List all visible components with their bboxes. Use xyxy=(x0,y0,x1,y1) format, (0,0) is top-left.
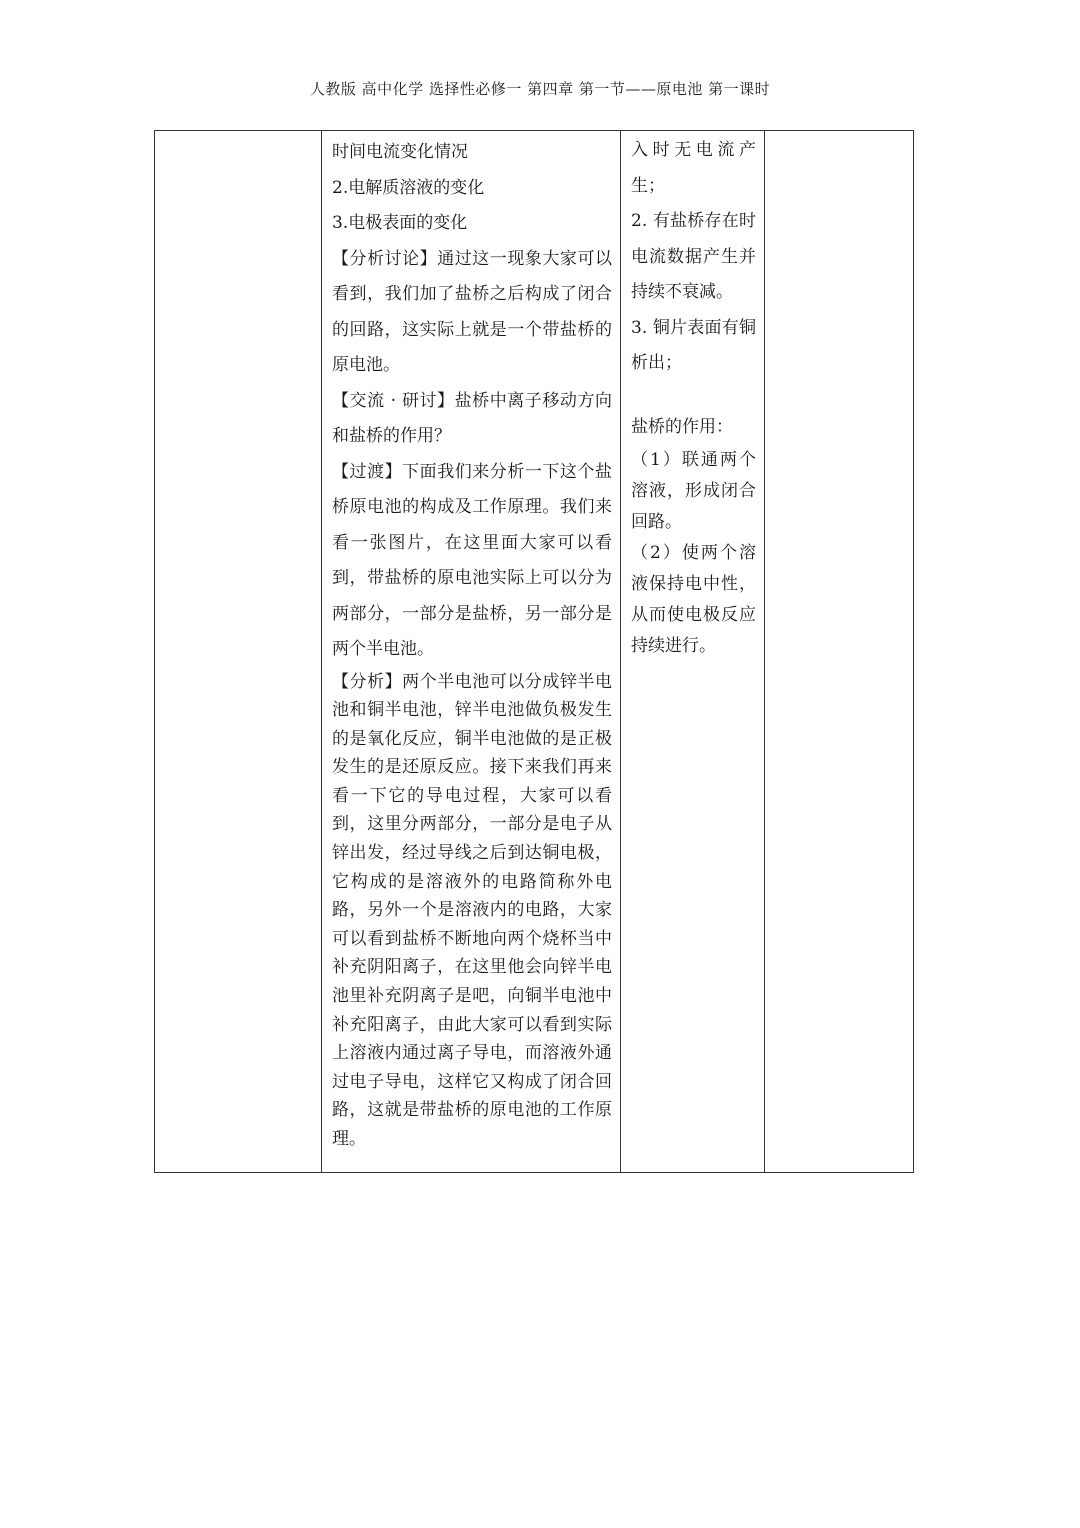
response-line: 2. 有盐桥存在时电流数据产生并持续不衰减。 xyxy=(631,211,756,302)
lesson-table xyxy=(154,130,914,1173)
role-item: （1）联通两个溶液，形成闭合回路。 xyxy=(631,450,756,532)
exchange-discussion-paragraph: 【交流 · 研讨】盐桥中离子移动方向和盐桥的作用？ xyxy=(332,390,612,446)
page-header: 人教版 高中化学 选择性必修一 第四章 第一节——原电池 第一课时 xyxy=(309,80,771,98)
stage-cell xyxy=(155,131,322,1173)
teacher-activity-cell xyxy=(322,131,621,1173)
activity-line: 3.电极表面的变化 xyxy=(332,213,468,233)
analysis-discussion-paragraph: 【分析讨论】通过这一现象大家可以看到，我们加了盐桥之后构成了闭合的回路，这实际上就是一个带盐桥的原电池。 xyxy=(332,248,612,375)
design-intent-cell xyxy=(765,131,914,1173)
transition-paragraph: 【过渡】下面我们来分析一下这个盐桥原电池的构成及工作原理。我们来看一张图片，在这里面大家可以看到，带盐桥的原电池实际上可以分为两部分，一部分是盐桥，另一部分是两个半电池。 xyxy=(332,461,612,659)
activity-line: 2.电解质溶液的变化 xyxy=(332,177,485,198)
table-row xyxy=(155,131,914,1173)
salt-bridge-role-title: 盐桥的作用： xyxy=(631,416,733,437)
activity-line: 时间电流变化情况 xyxy=(332,142,468,162)
role-item: （2）使两个溶液保持电中性，从而使电极反应持续进行。 xyxy=(631,543,756,656)
student-response-cell xyxy=(621,131,765,1173)
spacer xyxy=(631,382,756,410)
analysis-paragraph: 【分析】两个半电池可以分成锌半电池和铜半电池，锌半电池做负极发生的是氧化反应，铜半电池做的是正极发生的是还原反应。接下来我们再来看一下它的导电过程，大家可以看到，这里分两部分，一部分是电子从锌出发，经过导线之后到达铜电极，它构成的是溶液外的电路简称外电路，另外一个是溶液内的电路，大家可以看到盐桥不断地向两个烧杯当中补充阴阳离子，在这里他会向锌半电池里补充阴离子是吧，向铜半电池中补充阳离子，由此大家可以看到实际上溶液内通过离子导电，而溶液外通过电子导电，这样它又构成了闭合回路，这就是带盐桥的原电池的工作原理。 xyxy=(332,671,612,1149)
response-line: 入时无电流产生； xyxy=(631,140,756,196)
response-line: 3. 铜片表面有铜析出； xyxy=(631,317,756,373)
